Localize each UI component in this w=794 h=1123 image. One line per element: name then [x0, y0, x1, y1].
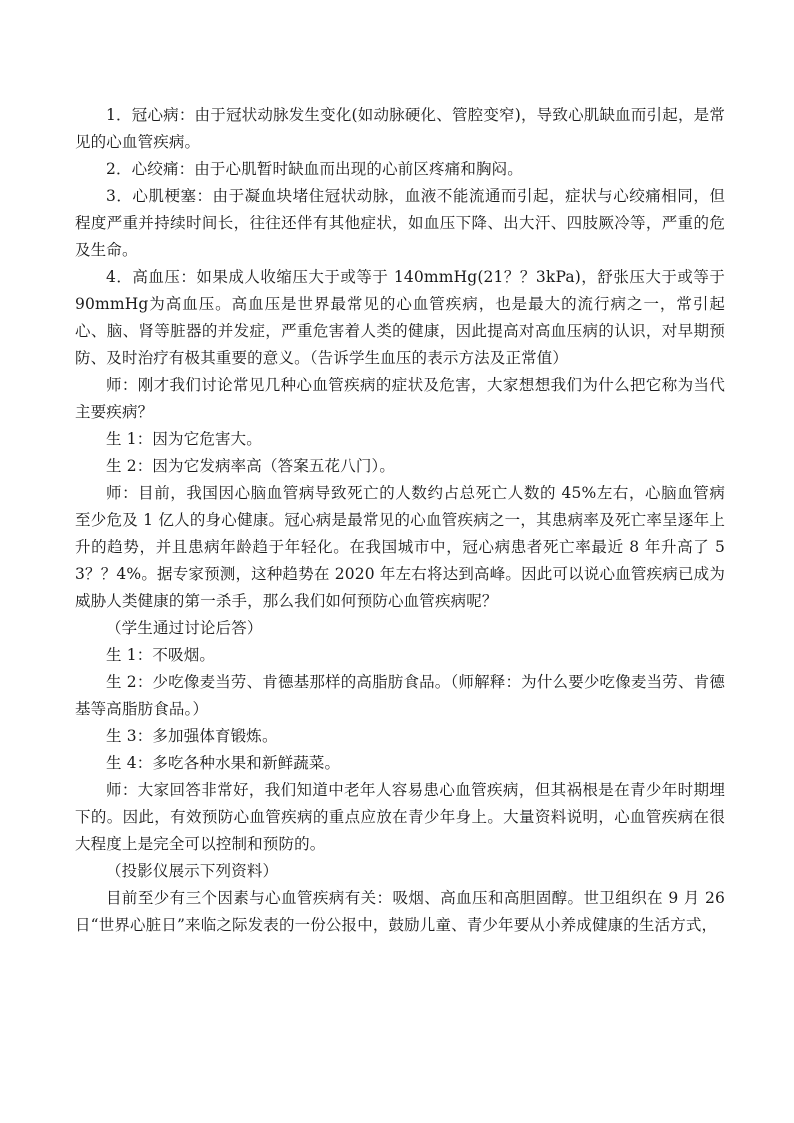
- paragraph-student-4-prevention: 生 4：多吃各种水果和新鲜蔬菜。: [106, 754, 341, 772]
- paragraph-teacher-statistics: 师：目前，我国因心脑血管病导致死亡的人数约占总死亡人数的 45%左右，心脑血管病至少危及 1 亿人的身心健康。冠心病是最常见的心血管疾病之一，其患病率及死亡率呈逐年上升的趋势，并且患病年龄趋于年轻化。在我国城市中，冠心病患者死亡率最近 8 年升高了 53？？4%。据专家预测，这种趋势在 2020 年左右将达到高峰。因此可以说心血管疾病已成为威胁人类健康的第一杀手，那么我们如何预防心血管疾病呢？: [75, 484, 725, 610]
- paragraph-student-3-prevention: 生 3：多加强体育锻炼。: [106, 727, 278, 745]
- paragraph-teacher-question: 师：刚才我们讨论常见几种心血管疾病的症状及危害，大家想想我们为什么把它称为当代主要疾病？: [75, 376, 725, 421]
- paragraph-coronary-heart-disease: 1．冠心病：由于冠状动脉发生变化(如动脉硬化、管腔变窄)，导致心肌缺血而引起，是常见的心血管疾病。: [75, 106, 725, 151]
- paragraph-student-2-answer: 生 2：因为它发病率高（答案五花八门）。: [106, 457, 396, 475]
- paragraph-teacher-summary: 师：大家回答非常好，我们知道中老年人容易患心血管疾病，但其祸根是在青少年时期埋下的。因此，有效预防心血管疾病的重点应放在青少年身上。大量资料说明，心血管疾病在很大程度上是完全可以控制和预防的。: [75, 781, 725, 853]
- paragraph-student-1-prevention: 生 1：不吸烟。: [106, 646, 215, 664]
- document-body: [75, 102, 725, 939]
- paragraph-student-2-prevention: 生 2：少吃像麦当劳、肯德基那样的高脂肪食品。（师解释：为什么要少吃像麦当劳、肯德基等高脂肪食品。）: [75, 673, 725, 718]
- paragraph-angina: 2．心绞痛：由于心肌暂时缺血而出现的心前区疼痛和胸闷。: [106, 160, 523, 178]
- paragraph-myocardial-infarction: 3．心肌梗塞：由于凝血块堵住冠状动脉，血液不能流通而引起，症状与心绞痛相同，但程度严重并持续时间长，往往还伴有其他症状，如血压下降、出大汗、四肢厥冷等，严重的危及生命。: [75, 187, 725, 259]
- paragraph-student-1-answer: 生 1：因为它危害大。: [106, 430, 262, 448]
- paragraph-hypertension: 4．高血压：如果成人收缩压大于或等于 140mmHg(21？？3kPa)，舒张压大于或等于 90mmHg为高血压。高血压是世界最常见的心血管疾病，也是最大的流行病之一，常引起心、脑、肾等脏器的并发症，严重危害着人类的健康，因此提高对高血压病的认识，对早期预防、及时治疗有极其重要的意义。（告诉学生血压的表示方法及正常值）: [75, 268, 725, 367]
- paragraph-projector-note: （投影仪展示下列资料）: [106, 862, 279, 880]
- paragraph-risk-factors: 目前至少有三个因素与心血管疾病有关：吸烟、高血压和高胆固醇。世卫组织在 9 月 26日“世界心脏日”来临之际发表的一份公报中，鼓励儿童、青少年要从小养成健康的生活方式，: [75, 889, 725, 934]
- paragraph-student-discussion-note: （学生通过讨论后答）: [106, 619, 263, 637]
